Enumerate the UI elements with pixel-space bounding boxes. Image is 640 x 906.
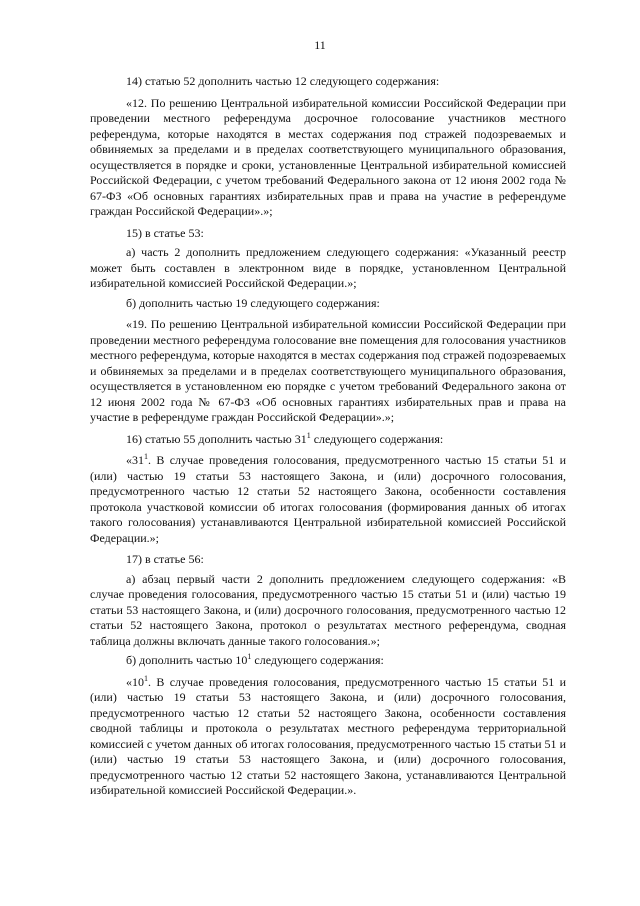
amendment-17b-heading: б) дополнить частью $10^1$ следующего содержания: — [126, 652, 384, 667]
amendment-17-heading: 17) в статье 56: — [126, 552, 204, 566]
amendment-14-heading: 14) статью 52 дополнить частью 12 следующего содержания: — [126, 74, 440, 88]
amendment-14-text: «12. По решению Центральной избирательной комиссии Российской Федерации при проведении местного референдума досрочное голосование участников местного референдума, которые находятся в местах содержания под стражей подозреваемых и обвиняемых за пределами и в пределах соответствующего муниципального образования, осуществляется в порядке и сроки, установленные Центральной избирательной комиссией Российской Федерации, с учетом требований Федерального закона от 12 июня 2002 года № 67-ФЗ «Об основных гарантиях избирательных прав и права на участие в референдуме граждан Российской Федерации».»; — [90, 95, 566, 218]
amendment-16-heading: 16) статью 55 дополнить частью $31^1$ следующего содержания: — [126, 430, 444, 446]
amendment-15b-heading: б) дополнить частью 19 следующего содержания: — [126, 295, 380, 310]
amendment-15a-text: а) часть 2 дополнить предложением следующего содержания: «Указанный реестр может быть составлен в электронном виде в порядке, установленном Центральной избирательной комиссией Российской Федерации.»; — [90, 245, 566, 290]
superscript: 1 — [144, 673, 148, 683]
amendment-16-text: «$31^1$. В случае проведения голосования, предусмотренного частью 15 статьи 51 и (или) частью 19 статьи 53 настоящего Закона, и (или) досрочного голосования, предусмотренного частью 12 статьи 52 настоящего Закона, особенности составления протокола участковой комиссии об итогах голосования (формирования данных об итогах такого голосования) устанавливаются Центральной избирательной комиссией Российской Федерации.»; — [90, 452, 566, 545]
superscript: 1 — [306, 430, 311, 440]
amendment-17b-text: «$10^1$. В случае проведения голосования, предусмотренного частью 15 статьи 51 и (или) частью 19 статьи 53 настоящего Закона, и (или) досрочного голосования, предусмотренного частью 12 статьи 52 настоящего Закона, особенности составления сводной таблицы и протокола о результатах местного референдума территориальной комиссией с учетом данных об итогах голосования, предусмотренного частью 15 статьи 51 и (или) частью 19 статьи 53 настоящего Закона, и (или) досрочного голосования, предусмотренного частью 12 статьи 52 настоящего Закона, устанавливаются Центральной избирательной комиссией Российской Федерации.». — [90, 673, 566, 797]
amendment-15-heading: 15) в статье 53: — [126, 225, 204, 240]
amendment-17a-text: а) абзац первый части 2 дополнить предложением следующего содержания: «В случае проведения голосования, предусмотренного частью 15 статьи 51 и (или) частью 19 статьи 53 настоящего Закона, и (или) досрочного голосования, предусмотренного частью 12 статьи 52 настоящего Закона, протокол о результатах местного референдума, сводная таблица должны включать данные такого голосования.»; — [90, 571, 566, 648]
document-body — [90, 74, 566, 805]
superscript: 1 — [247, 652, 252, 661]
amendment-15b-text: «19. По решению Центральной избирательной комиссии Российской Федерации при проведении местного референдума голосование вне помещения для голосования участников местного референдума, которые находятся в местах содержания под стражей подозреваемых и обвиняемых за пределами и в пределах соответствующего муниципального образования, осуществляется в установленном ею порядке с учетом требований Федерального закона от 12 июня 2002 года № 67-ФЗ «Об основных гарантиях избирательных прав и права на участие в референдуме граждан Российской Федерации».»; — [90, 317, 566, 424]
page-number: 11 — [314, 38, 326, 52]
superscript: 1 — [144, 452, 148, 461]
